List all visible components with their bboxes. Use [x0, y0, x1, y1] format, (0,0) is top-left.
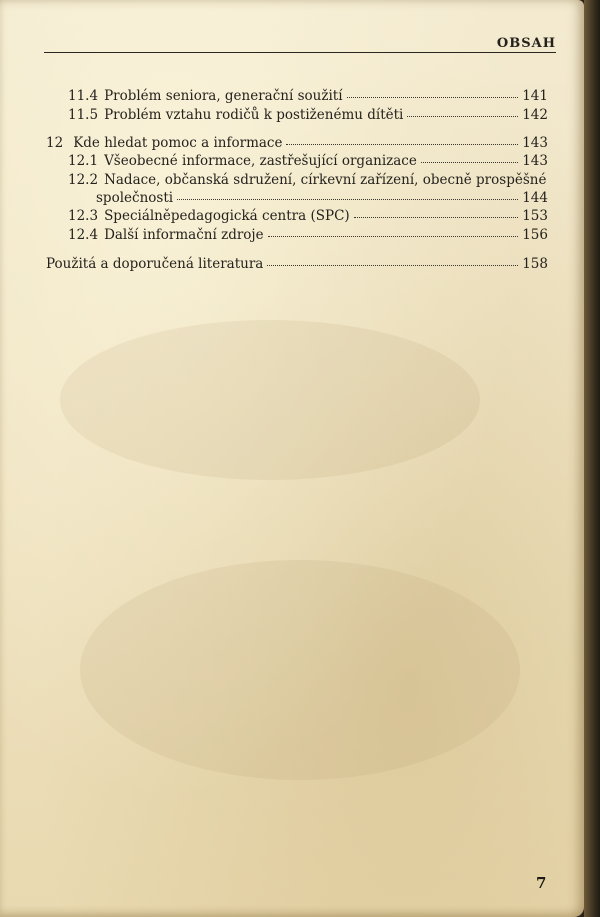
toc-entry [68, 88, 548, 108]
page-number: 7 [536, 874, 547, 892]
toc-entry-page: 144 [522, 190, 548, 206]
toc-entry-label: společnosti [96, 190, 174, 206]
toc-entry-number: 12 [46, 135, 64, 151]
toc-entry-page: 142 [522, 107, 548, 123]
toc-entry-page: 158 [522, 256, 548, 272]
toc-entry [46, 256, 548, 276]
toc-entry [68, 227, 548, 247]
toc-entry-label: Další informační zdroje [104, 227, 264, 243]
toc-entry-page: 143 [522, 135, 548, 151]
toc-entry-number: 11.4 [68, 88, 99, 104]
paper-stain [80, 560, 520, 780]
toc-entry-label: Použitá a doporučená literatura [46, 256, 264, 272]
toc-entry-label: Speciálněpedagogická centra (SPC) [104, 208, 350, 224]
toc-entry [68, 153, 548, 173]
toc-entry-number: 11.5 [68, 107, 99, 123]
toc-entry-page: 143 [522, 153, 548, 169]
dot-leader [354, 207, 519, 218]
book-binding-edge [584, 0, 600, 917]
header-title: OBSAH [496, 36, 556, 51]
toc-entry-number: 12.4 [68, 227, 99, 243]
toc-entry-label: Všeobecné informace, zastřešující organizace [104, 153, 417, 169]
toc-entry-label: Nadace, občanská sdružení, církevní zařízení, obecně prospěšné [104, 172, 547, 188]
toc-entry-number: 12.1 [68, 153, 99, 169]
toc-entry-label: Problém vztahu rodičů k postiženému dítěti [104, 107, 404, 123]
toc-entry-page: 141 [522, 88, 548, 104]
toc-entry-page: 156 [522, 227, 548, 243]
toc-entry-label: Problém seniora, generační soužití [104, 88, 343, 104]
dot-leader [267, 255, 518, 266]
dot-leader [268, 226, 519, 237]
toc-entry [68, 208, 548, 228]
dot-leader [407, 106, 518, 117]
toc-entry-page: 153 [522, 208, 548, 224]
dot-leader [177, 189, 518, 200]
dot-leader [421, 152, 518, 163]
toc-entry-number: 12.3 [68, 208, 99, 224]
toc-entry-label: Kde hledat pomoc a informace [73, 135, 283, 151]
paper-stain [60, 320, 480, 480]
toc-entry-number: 12.2 [68, 172, 99, 188]
toc-entry [68, 107, 548, 127]
dot-leader [286, 134, 518, 145]
running-header [44, 36, 556, 53]
dot-leader [347, 87, 519, 98]
